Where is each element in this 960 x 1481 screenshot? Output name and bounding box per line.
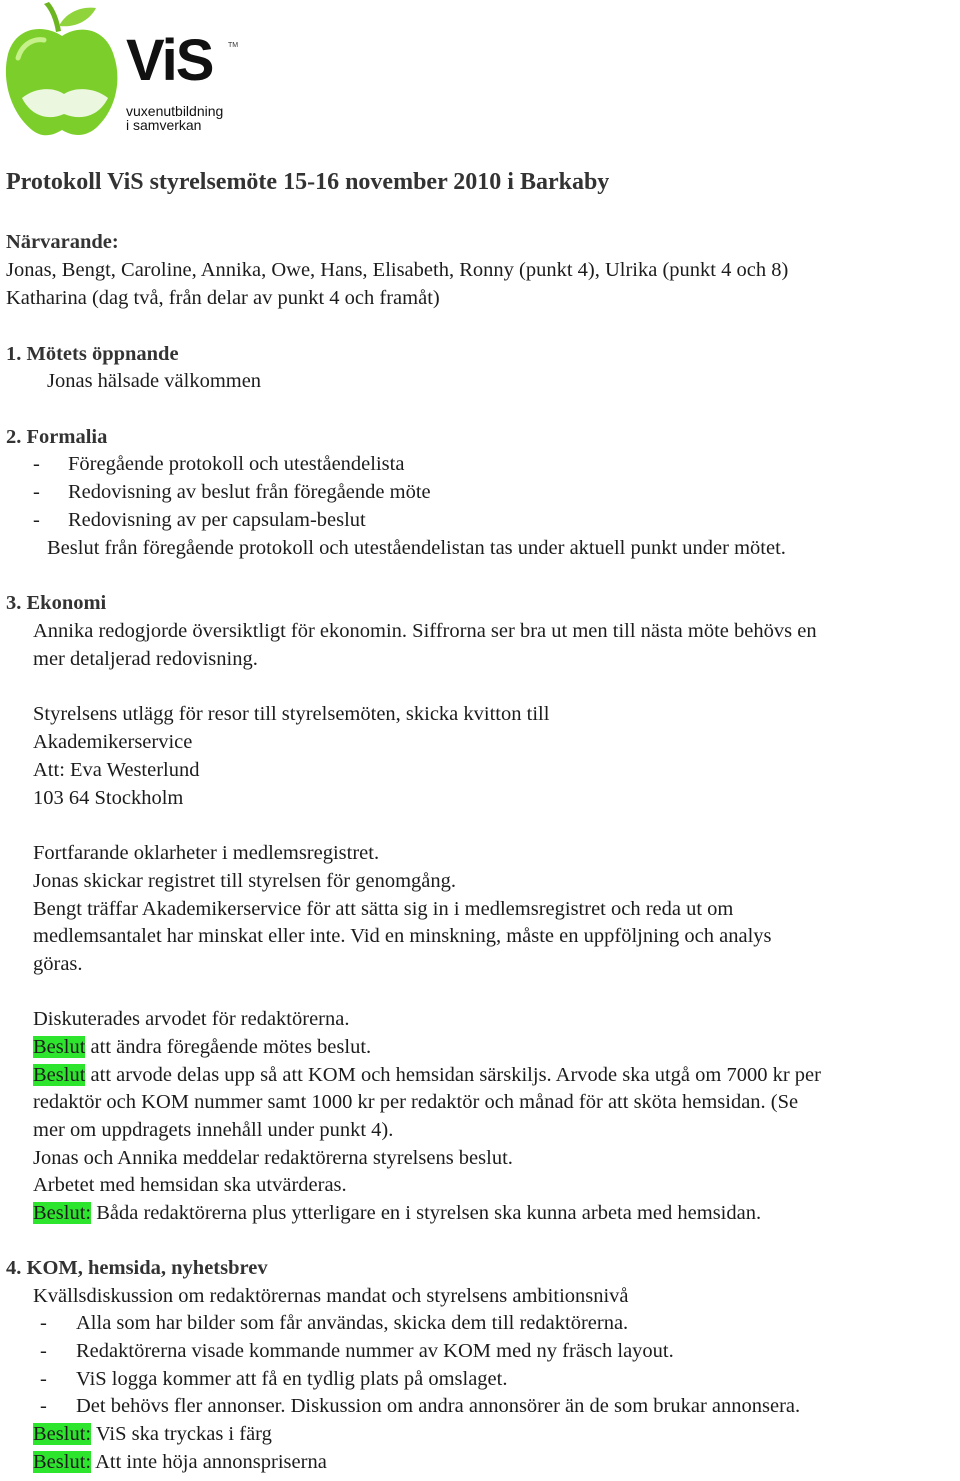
attendance-line-1: Jonas, Bengt, Caroline, Annika, Owe, Hans, Elisabeth, Ronny (punkt 4), Ulrika (punkt 4 och 8) xyxy=(6,259,789,281)
section-3-heading: 3. Ekonomi xyxy=(6,592,107,614)
section-3-text: Arbetet med hemsidan ska utvärderas. xyxy=(33,1174,347,1196)
section-3-text: mer detaljerad redovisning. xyxy=(33,648,258,670)
section-4-item xyxy=(40,1337,674,1365)
decision-text: ViS ska tryckas i färg xyxy=(91,1423,272,1445)
logo-tagline xyxy=(126,104,223,132)
section-4-item-text: Det behövs fler annonser. Diskussion om andra annonsörer än de som brukar annonsera. xyxy=(76,1395,801,1417)
decision-line xyxy=(33,1448,327,1476)
decision-highlight: Beslut: xyxy=(33,1202,92,1224)
vis-logo xyxy=(4,2,244,142)
bullet-dash: - xyxy=(33,453,40,475)
address-line: Akademikerservice xyxy=(33,731,193,753)
decision-text: att arvode delas upp så att KOM och hemsidan särskiljs. Arvode ska utgå om 7000 kr per xyxy=(85,1064,821,1086)
section-2-item xyxy=(33,478,431,506)
section-2-item xyxy=(33,506,366,534)
bullet-dash: - xyxy=(40,1368,47,1390)
section-3-text: mer om uppdragets innehåll under punkt 4). xyxy=(33,1119,394,1141)
apple-logo-icon xyxy=(4,2,122,140)
section-2-note: Beslut från föregående protokoll och uteståendelistan tas under aktuell punkt under mötet. xyxy=(47,537,786,559)
attendance-line-2: Katharina (dag två, från delar av punkt 4 och framåt) xyxy=(6,287,440,309)
bullet-dash: - xyxy=(33,481,40,503)
section-2-item xyxy=(33,450,404,478)
section-4-item-text: Redaktörerna visade kommande nummer av KOM med ny fräsch layout. xyxy=(76,1340,674,1362)
section-3-text: Jonas och Annika meddelar redaktörerna styrelsens beslut. xyxy=(33,1147,513,1169)
logo-tagline-line2: i samverkan xyxy=(126,117,202,133)
logo-tagline-line1: vuxenutbildning xyxy=(126,103,224,119)
section-3-text: Bengt träffar Akademikerservice för att sätta sig in i medlemsregistret och reda ut om xyxy=(33,898,734,920)
section-3-text: Jonas skickar registret till styrelsen för genomgång. xyxy=(33,870,456,892)
section-3-text: Fortfarande oklarheter i medlemsregistret. xyxy=(33,842,380,864)
decision-line xyxy=(33,1199,761,1227)
decision-line xyxy=(33,1420,272,1448)
bullet-dash: - xyxy=(40,1312,47,1334)
decision-highlight: Beslut xyxy=(33,1036,86,1058)
section-3-text: Styrelsens utlägg för resor till styrelsemöten, skicka kvitton till xyxy=(33,703,550,725)
logo-trademark: TM xyxy=(228,42,239,49)
section-1-text: Jonas hälsade välkommen xyxy=(47,370,262,392)
section-2-item-text: Föregående protokoll och uteståendelista xyxy=(68,453,405,475)
decision-text: Att inte höja annonspriserna xyxy=(91,1451,327,1473)
section-3-text: göras. xyxy=(33,953,83,975)
section-3-text: Annika redogjorde översiktligt för ekonomin. Siffrorna ser bra ut men till nästa möte behövs en xyxy=(33,620,817,642)
bullet-dash: - xyxy=(40,1340,47,1362)
section-4-item xyxy=(40,1365,507,1393)
decision-highlight: Beslut: xyxy=(33,1451,92,1473)
section-4-item-text: ViS logga kommer att få en tydlig plats på omslaget. xyxy=(76,1368,508,1390)
section-3-text: medlemsantalet har minskat eller inte. Vid en minskning, måste en uppföljning och analys xyxy=(33,925,772,947)
section-4-heading: 4. KOM, hemsida, nyhetsbrev xyxy=(6,1257,268,1279)
section-4-item xyxy=(40,1392,800,1420)
decision-text: Båda redaktörerna plus ytterligare en i styrelsen ska kunna arbeta med hemsidan. xyxy=(91,1202,762,1224)
section-2-item-text: Redovisning av beslut från föregående möte xyxy=(68,481,431,503)
address-line: 103 64 Stockholm xyxy=(33,787,184,809)
decision-line xyxy=(33,1033,371,1061)
decision-line xyxy=(33,1061,821,1089)
section-4-item-text: Alla som har bilder som får användas, skicka dem till redaktörerna. xyxy=(76,1312,629,1334)
section-3-text: redaktör och KOM nummer samt 1000 kr per redaktör och månad för att sköta hemsidan. (Se xyxy=(33,1091,799,1113)
section-2-item-text: Redovisning av per capsulam-beslut xyxy=(68,509,366,531)
section-1-heading: 1. Mötets öppnande xyxy=(6,343,179,365)
document-title: Protokoll ViS styrelsemöte 15-16 november 2010 i Barkaby xyxy=(6,169,610,195)
section-4-item xyxy=(40,1309,628,1337)
logo-brand: ViS xyxy=(126,28,213,93)
decision-text: att ändra föregående mötes beslut. xyxy=(85,1036,372,1058)
section-2-heading: 2. Formalia xyxy=(6,426,108,448)
attendance-label: Närvarande: xyxy=(6,231,119,253)
section-4-intro: Kvällsdiskussion om redaktörernas mandat och styrelsens ambitionsnivå xyxy=(33,1285,629,1307)
decision-highlight: Beslut xyxy=(33,1064,86,1086)
section-3-text: Diskuterades arvodet för redaktörerna. xyxy=(33,1008,350,1030)
bullet-dash: - xyxy=(40,1395,47,1417)
bullet-dash: - xyxy=(33,509,40,531)
decision-highlight: Beslut: xyxy=(33,1423,92,1445)
address-line: Att: Eva Westerlund xyxy=(33,759,200,781)
